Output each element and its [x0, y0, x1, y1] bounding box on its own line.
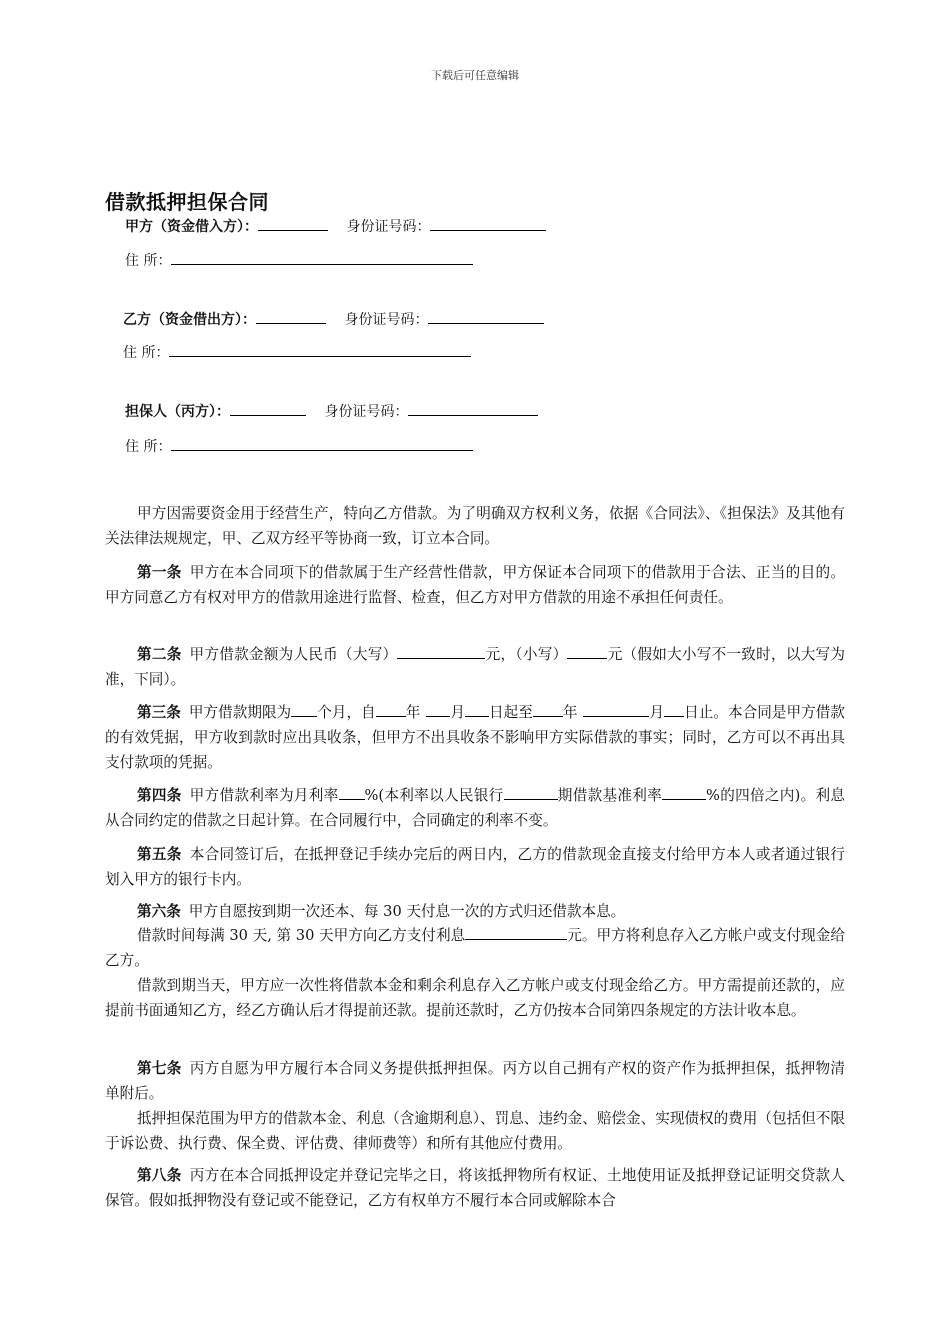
party-a-name-field[interactable] — [258, 216, 328, 231]
party-b-label: 乙方（资金借出方）： — [123, 312, 256, 328]
loan-term-type-field[interactable] — [504, 785, 558, 800]
article-2-text-2: 元，（小写） — [485, 646, 568, 663]
article-6-paragraph-2 — [105, 923, 845, 973]
party-b-id-field[interactable] — [428, 309, 544, 324]
amount-uppercase-field[interactable] — [397, 644, 485, 659]
article-3-text-2: 个月，自 — [317, 704, 376, 721]
monthly-rate-field[interactable] — [339, 785, 365, 800]
guarantor-id-label: 身份证号码： — [324, 404, 409, 420]
article-4 — [105, 783, 845, 833]
start-year-field[interactable] — [376, 702, 406, 717]
article-6-p2-text-1: 借款时间每满 30 天, 第 30 天甲方向乙方支付利息 — [137, 927, 466, 944]
guarantor-name-field[interactable] — [230, 401, 306, 416]
party-a-address-label: 住 所： — [125, 253, 172, 269]
article-3-text-5: 日起至 — [488, 704, 533, 721]
party-b-address-line — [123, 342, 471, 364]
end-year-field[interactable] — [533, 702, 563, 717]
loan-months-field[interactable] — [291, 702, 317, 717]
party-a-id-field[interactable] — [430, 216, 546, 231]
article-6-text: 甲方自愿按到期一次还本、每 30 天付息一次的方式归还借款本息。 — [188, 903, 626, 920]
start-day-field[interactable] — [465, 702, 489, 717]
party-b-address-label: 住 所： — [123, 345, 170, 361]
article-3-text-4: 月 — [450, 704, 465, 721]
party-a-label: 甲方（资金借入方）： — [125, 219, 258, 235]
article-5 — [105, 842, 845, 892]
article-8 — [105, 1163, 845, 1213]
article-2-text-3: 元（假如大小写不一致时，以大写为准，下同）。 — [105, 646, 845, 688]
guarantor-address-line — [125, 436, 473, 458]
article-5-text: 本合同签订后，在抵押登记手续办完后的两日内，乙方的借款现金直接支付给甲方本人或者通过银行划入甲方的银行卡内。 — [105, 846, 845, 888]
article-4-text-2: %(本利率以人民银行 — [364, 787, 504, 804]
base-rate-field[interactable] — [662, 785, 706, 800]
article-4-text-3: 期借款基准利率 — [557, 787, 663, 804]
article-3-text-1: 甲方借款期限为 — [188, 704, 292, 721]
party-b-id-label: 身份证号码： — [344, 312, 429, 328]
party-b-line — [123, 309, 544, 331]
guarantor-address-label: 住 所： — [125, 439, 172, 455]
intro-paragraph: 甲方因需要资金用于经营生产，特向乙方借款。为了明确双方权利义务，依据《合同法》、《担保法》及其他有关法律法规规定，甲、乙双方经平等协商一致，订立本合同。 — [105, 505, 845, 547]
article-2-text-1: 甲方借款金额为人民币（大写） — [189, 646, 398, 663]
amount-lowercase-field[interactable] — [567, 644, 607, 659]
article-1-text: 甲方在本合同项下的借款属于生产经营性借款，甲方保证本合同项下的借款用于合法、正当的目的。甲方同意乙方有权对甲方的借款用途进行监督、检查，但乙方对甲方借款的用途不承担任何责任。 — [105, 564, 845, 606]
guarantor-id-field[interactable] — [408, 401, 538, 416]
article-4-text-4: %的四倍之内)。利息从合同约定的借款之日起计算。在合同履行中，合同确定的利率不变。 — [105, 787, 845, 829]
article-6-number: 第六条 — [137, 903, 181, 920]
article-3-text-3: 年 — [405, 704, 421, 721]
guarantor-label: 担保人（丙方）： — [125, 404, 230, 420]
page-header-note: 下载后可任意编辑 — [431, 69, 519, 82]
article-3-text-6: 年 — [562, 704, 578, 721]
article-4-text-1: 甲方借款利率为月利率 — [189, 787, 339, 804]
article-3-text-8: 日止。本合同是甲方借款的有效凭据，甲方收到款时应出具收条，但甲方不出具收条不影响甲方实际借款的事实；同时，乙方可以不再出具支付款项的凭据。 — [105, 704, 845, 771]
article-3 — [105, 700, 845, 775]
article-8-text: 丙方在本合同抵押设定并登记完毕之日，将该抵押物所有权证、土地使用证及抵押登记证明交贷款人保管。假如抵押物没有登记或不能登记，乙方有权单方不履行本合同或解除本合 — [105, 1167, 845, 1209]
article-8-number: 第八条 — [137, 1167, 182, 1184]
end-day-field[interactable] — [664, 702, 684, 717]
article-1 — [105, 560, 845, 610]
article-7-number: 第七条 — [137, 1060, 182, 1077]
party-a-id-label: 身份证号码： — [346, 219, 431, 235]
article-3-number: 第三条 — [137, 704, 181, 721]
article-5-number: 第五条 — [137, 846, 182, 863]
guarantor-line — [125, 401, 538, 423]
guarantor-address-field[interactable] — [171, 436, 473, 451]
article-2-number: 第二条 — [137, 646, 182, 663]
end-month-field[interactable] — [583, 702, 649, 717]
party-b-name-field[interactable] — [256, 309, 326, 324]
document-title: 借款抵押担保合同 — [105, 190, 269, 214]
article-1-number: 第一条 — [137, 564, 182, 581]
start-month-field[interactable] — [426, 702, 450, 717]
party-a-address-line — [125, 250, 473, 272]
article-6 — [105, 899, 845, 924]
article-7 — [105, 1056, 845, 1106]
article-3-text-7: 月 — [649, 704, 665, 721]
article-6-p2-text-2: 元。甲方将利息存入乙方帐户或支付现金给乙方。 — [105, 927, 845, 969]
article-7-paragraph-2: 抵押担保范围为甲方的借款本金、利息（含逾期利息）、罚息、违约金、赔偿金、实现债权的费用（包括但不限于诉讼费、执行费、保全费、评估费、律师费等）和所有其他应付费用。 — [105, 1110, 845, 1152]
party-a-address-field[interactable] — [171, 250, 473, 265]
article-6-paragraph-3: 借款到期当天，甲方应一次性将借款本金和剩余利息存入乙方帐户或支付现金给乙方。甲方需提前还款的，应提前书面通知乙方，经乙方确认后才得提前还款。提前还款时，乙方仍按本合同第四条规定的方法计收本息。 — [105, 977, 845, 1019]
article-4-number: 第四条 — [137, 787, 182, 804]
party-b-address-field[interactable] — [169, 342, 471, 357]
article-7-text: 丙方自愿为甲方履行本合同义务提供抵押担保。丙方以自己拥有产权的资产作为抵押担保，抵押物清单附后。 — [105, 1060, 845, 1102]
party-a-line — [125, 216, 546, 238]
interest-amount-field[interactable] — [465, 925, 567, 940]
article-2 — [105, 642, 845, 692]
